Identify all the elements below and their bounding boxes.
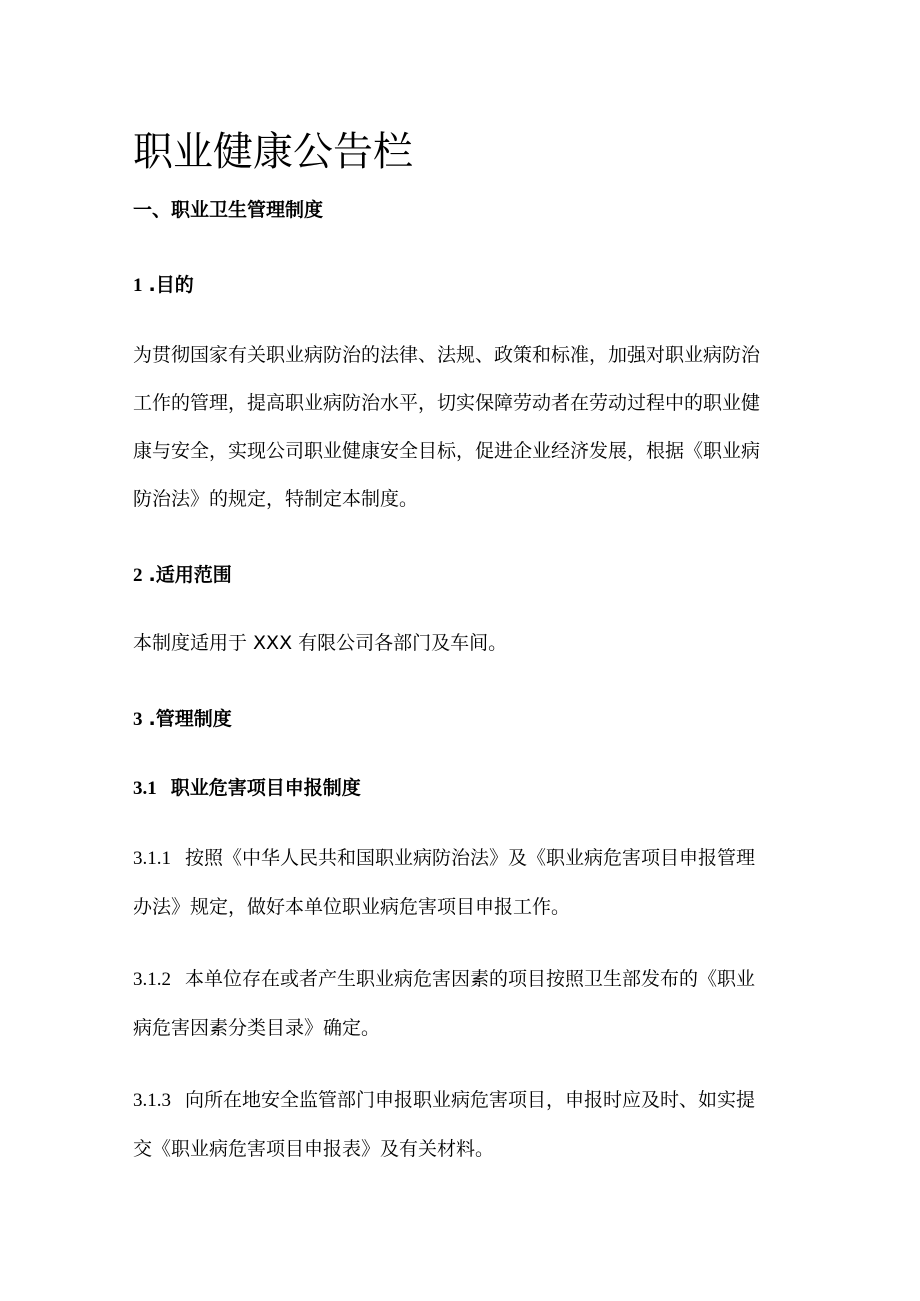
purpose-heading [133,271,793,300]
purpose-line: 康与安全，实现公司职业健康安全目标，促进企业经济发展，根据《职业病 [133,440,761,462]
clause-line: 病危害因素分类目录》确定。 [133,1017,381,1039]
clause-number: 3.1.2 [133,969,171,990]
management-heading-number: 3 [133,709,143,730]
clause-paragraph [133,834,793,931]
purpose-line: 为贯彻国家有关职业病防治的法律、法规、政策和标准，加强对职业病防治 [133,344,761,366]
clause-line: 办法》规定，做好本单位职业病危害项目申报工作。 [133,896,571,918]
purpose-line: 防治法》的规定，特制定本制度。 [133,488,419,510]
page-title: 职业健康公告栏 [133,129,413,175]
clause-number: 3.1.1 [133,848,171,869]
clause-line [133,955,793,1004]
section-heading [133,196,793,224]
scope-text: 本制度适用于 XXX 有限公司各部门及车间。 [133,632,508,654]
scope-heading-text: .适用范围 [148,564,232,586]
clause-text: 向所在地安全监管部门申报职业病危害项目，申报时应及时、如实提 [185,1089,756,1111]
management-heading [133,705,793,734]
subsection-heading [133,774,793,803]
scope-paragraph [133,619,793,667]
clause-text: 本单位存在或者产生职业病危害因素的项目按照卫生部发布的《职业 [185,968,756,990]
management-heading-text: .管理制度 [148,708,232,730]
purpose-heading-number: 1 [133,275,143,296]
clause-paragraph [133,1076,793,1173]
clause-number: 3.1.3 [133,1090,171,1111]
section-heading-text: 一、职业卫生管理制度 [133,199,324,221]
subsection-heading-text: 职业危害项目申报制度 [170,777,361,799]
clause-line: 交《职业病危害项目申报表》及有关材料。 [133,1138,495,1160]
clause-line [133,1076,793,1125]
purpose-line: 工作的管理，提高职业病防治水平，切实保障劳动者在劳动过程中的职业健 [133,392,761,414]
scope-heading-number: 2 [133,565,143,586]
subsection-heading-number: 3.1 [133,778,157,799]
clause-paragraph [133,955,793,1052]
clause-text: 按照《中华人民共和国职业病防治法》及《职业病危害项目申报管理 [185,847,756,869]
scope-heading [133,561,793,590]
clause-line [133,834,793,883]
purpose-paragraph [133,331,793,523]
purpose-heading-text: .目的 [148,274,194,296]
